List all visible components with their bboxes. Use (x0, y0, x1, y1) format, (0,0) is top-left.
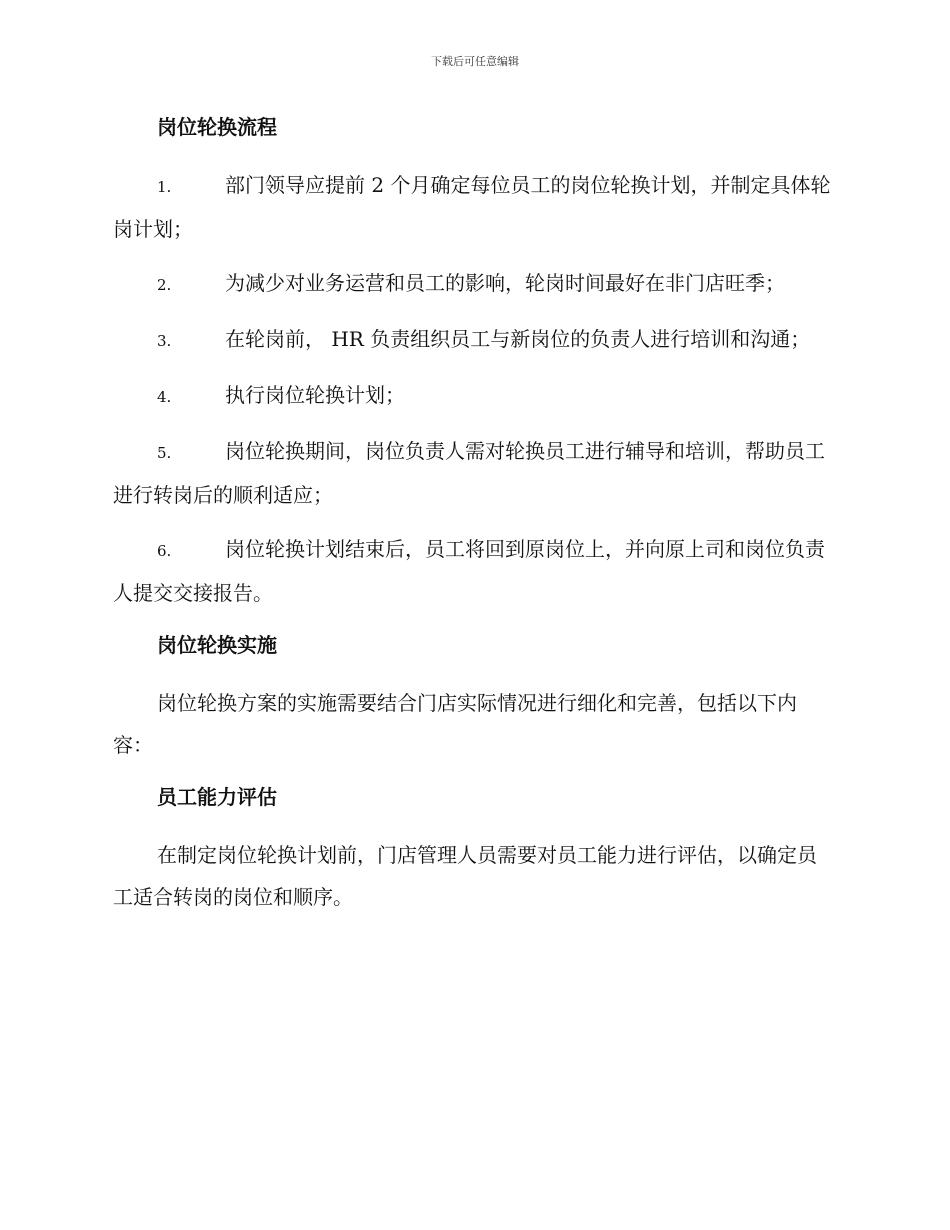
list-item-number: 4. (157, 388, 172, 406)
list-item (113, 528, 835, 614)
list-item-text: 在轮岗前， HR 负责组织员工与新岗位的负责人进行培训和沟通； (225, 327, 811, 351)
section-heading-assessment: 员工能力评估 (157, 785, 277, 809)
list-item-text: 部门领导应提前 2 个月确定每位员工的岗位轮换计划，并制定具体轮岗计划； (113, 173, 831, 241)
list-item-text: 为减少对业务运营和员工的影响，轮岗时间最好在非门店旺季； (225, 271, 785, 295)
list-item (113, 318, 835, 362)
list-item-number: 5. (157, 444, 172, 462)
document-body (113, 108, 835, 930)
section-heading-implementation: 岗位轮换实施 (157, 633, 277, 657)
list-item-number: 3. (157, 332, 172, 350)
assessment-paragraph: 在制定岗位轮换计划前，门店管理人员需要对员工能力进行评估，以确定员工适合转岗的岗位和顺序。 (113, 843, 817, 909)
list-item (113, 262, 835, 306)
list-item-text: 执行岗位轮换计划； (225, 383, 405, 407)
list-item-number: 1. (157, 178, 172, 196)
list-item (113, 164, 835, 250)
list-item-number: 6. (157, 542, 172, 560)
list-item-text: 岗位轮换期间，岗位负责人需对轮换员工进行辅导和培训，帮助员工进行转岗后的顺利适应； (113, 439, 825, 507)
implementation-paragraph: 岗位轮换方案的实施需要结合门店实际情况进行细化和完善，包括以下内容： (113, 691, 797, 757)
section-heading-process: 岗位轮换流程 (157, 115, 277, 139)
list-item (113, 374, 835, 418)
list-item-number: 2. (157, 276, 172, 294)
list-item (113, 430, 835, 516)
page-header: 下载后可任意编辑 (431, 55, 519, 68)
list-item-text: 岗位轮换计划结束后，员工将回到原岗位上，并向原上司和岗位负责人提交交接报告。 (113, 537, 825, 605)
